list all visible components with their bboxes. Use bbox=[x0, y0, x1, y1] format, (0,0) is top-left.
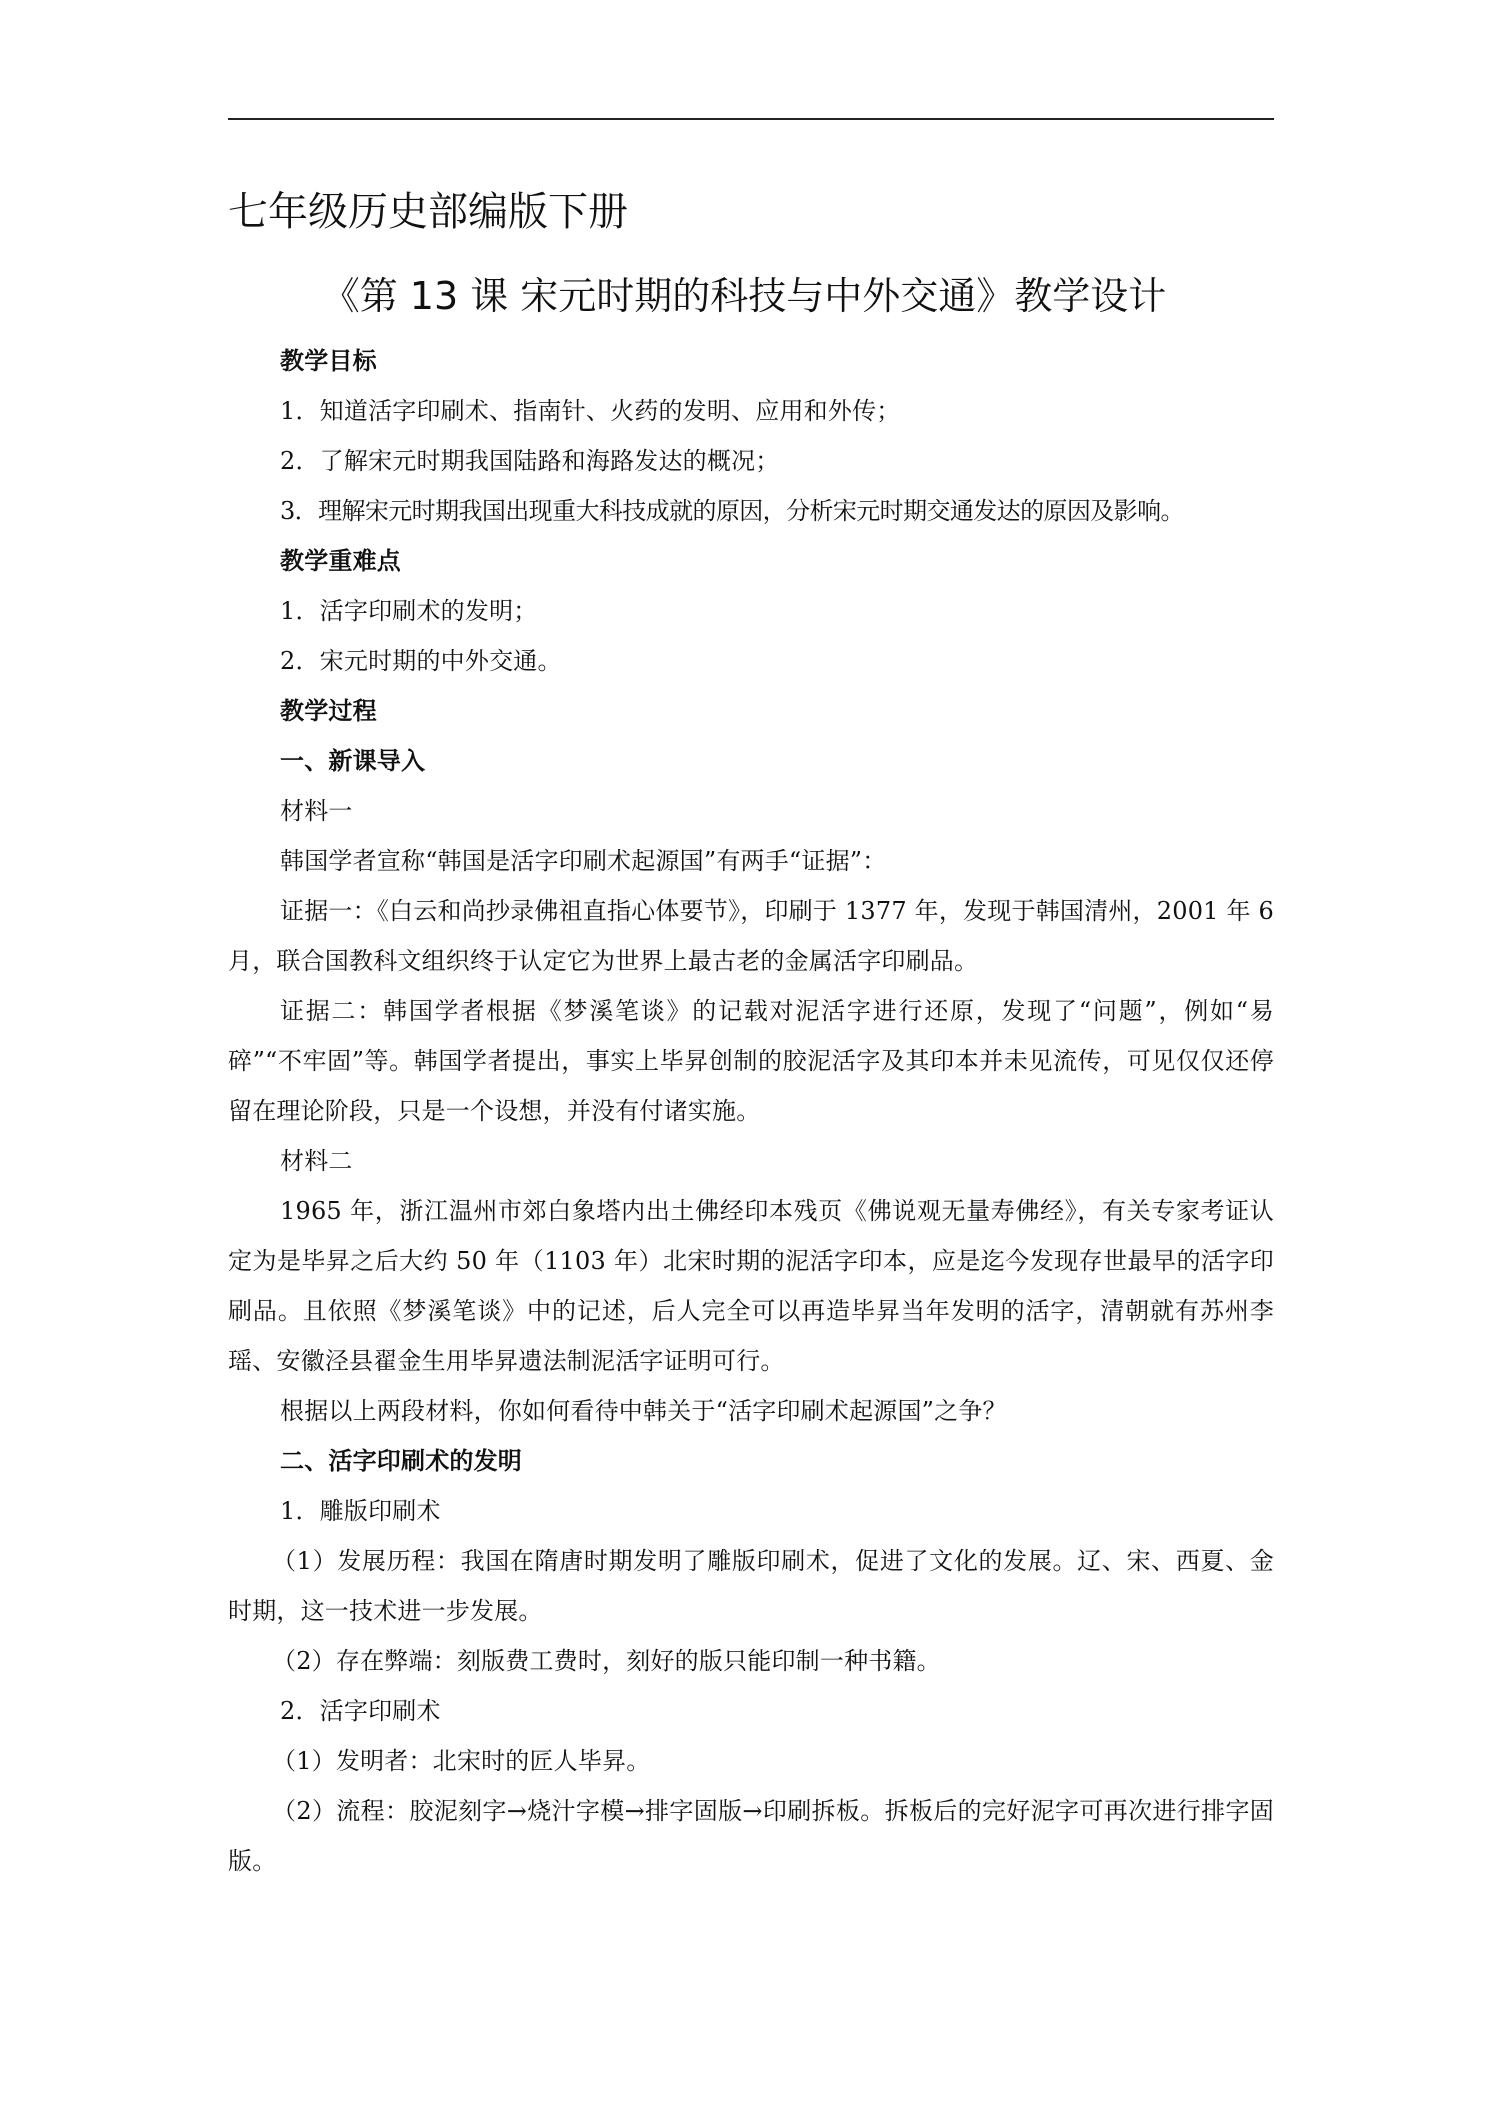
list-paragraph: （2）存在弊端：刻版费工费时，刻好的版只能印制一种书籍。 bbox=[272, 1647, 941, 1675]
material-intro: 韩国学者宣称“韩国是活字印刷术起源国”有两手“证据”： bbox=[280, 847, 887, 875]
evidence-paragraph: 证据二：韩国学者根据《梦溪笔谈》的记载对泥活字进行还原，发现了“问题”，例如“易碎”“不牢固”等。韩国学者提出，事实上毕昇创制的胶泥活字及其印本并未见流传，可见仅仅还停留在理论阶段，只是一个设想，并没有付诸实施。 bbox=[228, 997, 1274, 1125]
document-title: 七年级历史部编版下册 bbox=[228, 189, 628, 235]
list-paragraph: （2）流程：胶泥刻字→烧汁字模→排字固版→印刷拆板。拆板后的完好泥字可再次进行排字固版。 bbox=[228, 1797, 1274, 1875]
key-points-heading: 教学重难点 bbox=[280, 547, 401, 575]
subsection-heading: 1．雕版印刷术 bbox=[280, 1497, 441, 1525]
goals-heading: 教学目标 bbox=[280, 347, 377, 375]
section-heading-intro: 一、新课导入 bbox=[280, 747, 426, 775]
material-label: 材料二 bbox=[280, 1147, 353, 1175]
evidence-paragraph: 证据一：《白云和尚抄录佛祖直指心体要节》，印刷于 1377 年，发现于韩国清州，2001 年 6 月，联合国教科文组织终于认定它为世界上最古老的金属活字印刷品。 bbox=[228, 897, 1274, 975]
list-paragraph: （1）发明者：北宋时的匠人毕昇。 bbox=[272, 1747, 651, 1775]
lesson-title: 《第 13 课 宋元时期的科技与中外交通》教学设计 bbox=[321, 274, 1167, 318]
process-heading: 教学过程 bbox=[280, 697, 377, 725]
material-label: 材料一 bbox=[280, 797, 353, 825]
key-point-item: 1．活字印刷术的发明； bbox=[280, 597, 538, 625]
document-body bbox=[228, 336, 1274, 1886]
key-point-item: 2．宋元时期的中外交通。 bbox=[280, 647, 562, 675]
material-paragraph: 1965 年，浙江温州市郊白象塔内出土佛经印本残页《佛说观无量寿佛经》，有关专家考证认定为是毕昇之后大约 50 年（1103 年）北宋时期的泥活字印本，应是迄今发现存世最早的活字印刷品。且依照《梦溪笔谈》中的记述，后人完全可以再造毕昇当年发明的活字，清朝就有苏州李瑶、安徽泾县翟金生用毕昇遗法制泥活字证明可行。 bbox=[228, 1197, 1274, 1375]
goal-item: 2．了解宋元时期我国陆路和海路发达的概况； bbox=[280, 447, 780, 475]
header-rule bbox=[228, 118, 1274, 120]
goal-item: 1．知道活字印刷术、指南针、火药的发明、应用和外传； bbox=[280, 397, 901, 425]
discussion-question: 根据以上两段材料，你如何看待中韩关于“活字印刷术起源国”之争？ bbox=[280, 1397, 1007, 1425]
list-paragraph: （1）发展历程：我国在隋唐时期发明了雕版印刷术，促进了文化的发展。辽、宋、西夏、金时期，这一技术进一步发展。 bbox=[228, 1547, 1274, 1625]
section-heading-printing: 二、活字印刷术的发明 bbox=[280, 1447, 522, 1475]
goal-item: 3．理解宋元时期我国出现重大科技成就的原因，分析宋元时期交通发达的原因及影响。 bbox=[280, 497, 1184, 525]
subsection-heading: 2．活字印刷术 bbox=[280, 1697, 441, 1725]
